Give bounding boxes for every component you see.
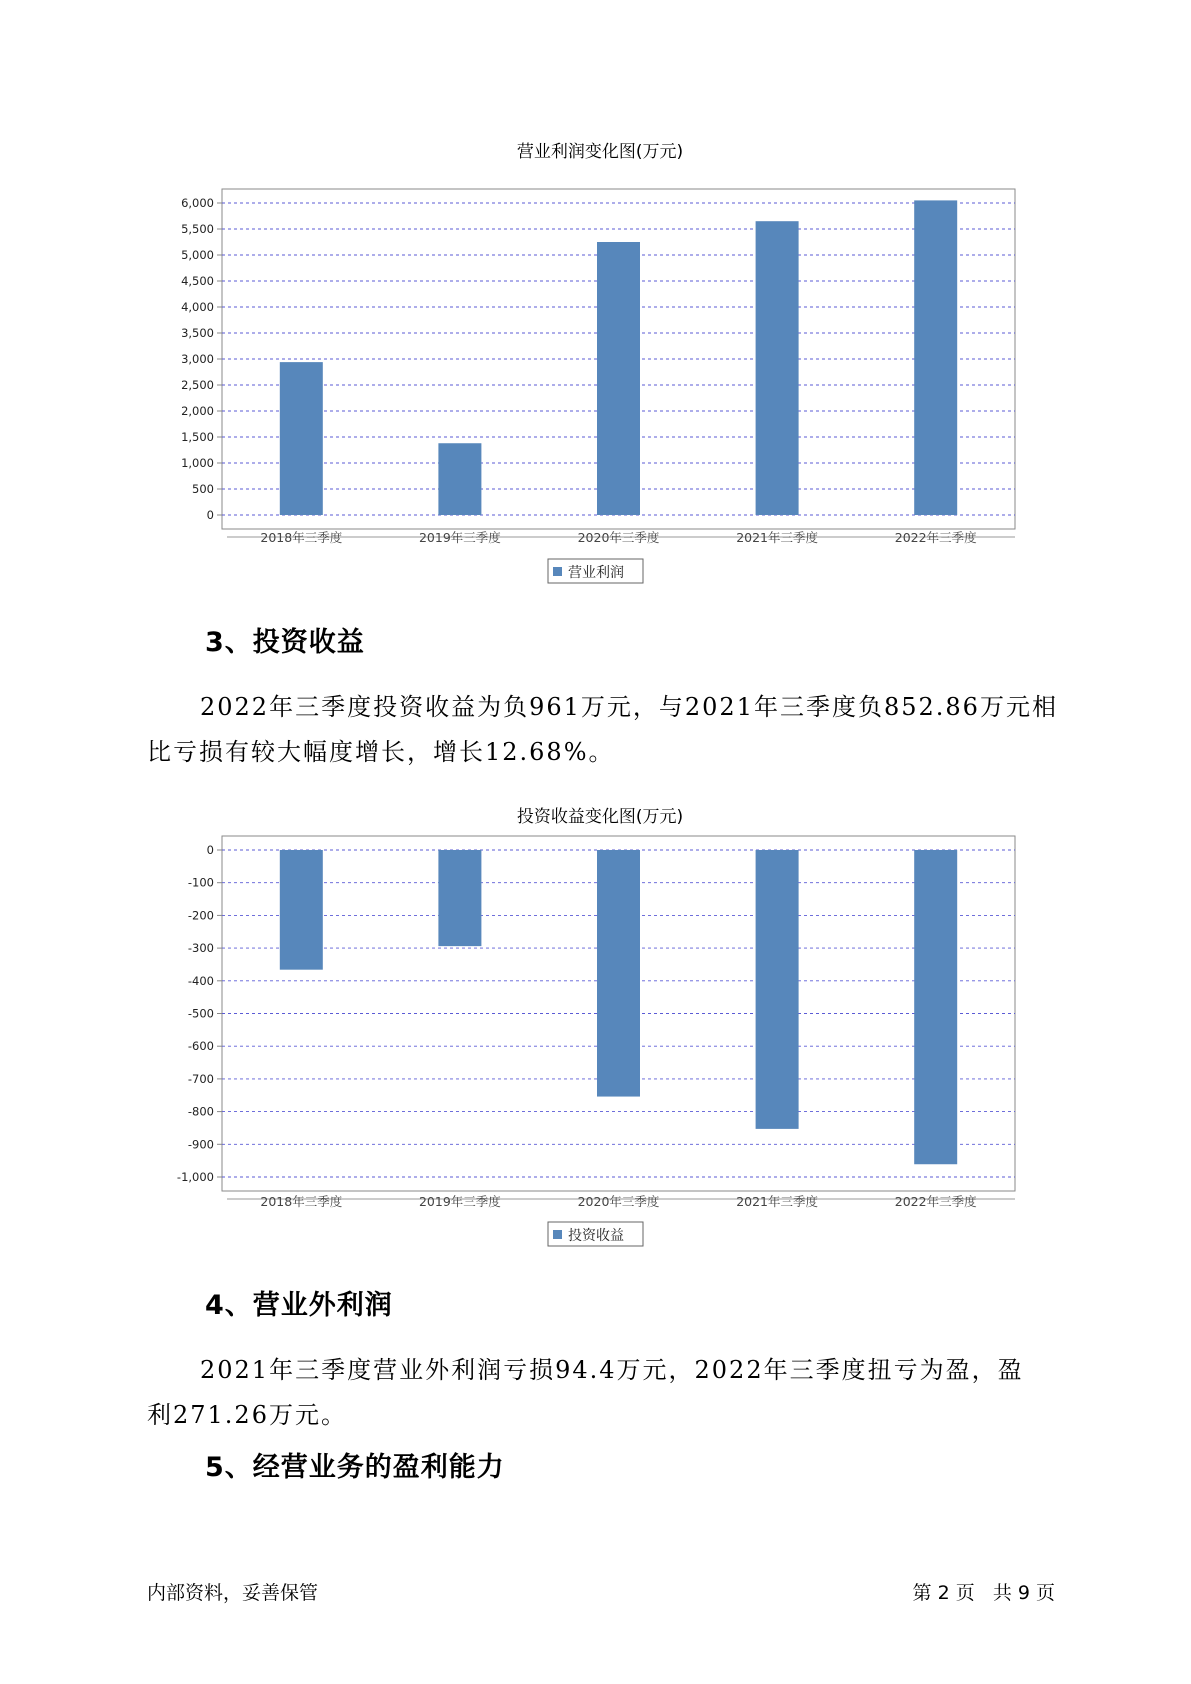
section-3-paragraph	[147, 685, 1067, 775]
bar	[280, 850, 323, 970]
y-tick-label: 3,500	[181, 326, 214, 340]
bar	[438, 443, 481, 515]
bar	[597, 850, 640, 1097]
x-tick-label: 2022年三季度	[894, 1194, 977, 1209]
legend-label: 营业利润	[568, 565, 624, 581]
bar	[914, 850, 957, 1164]
section-4-line-1: 2021年三季度营业外利润亏损94.4万元，2022年三季度扭亏为盈，盈	[200, 1356, 1024, 1384]
section-4-line-2: 利271.26万元。	[147, 1401, 347, 1429]
y-tick-label: 2,500	[181, 378, 214, 392]
y-tick-label: 500	[192, 482, 214, 496]
legend-swatch	[553, 567, 562, 576]
bar	[280, 362, 323, 515]
section-5-heading: 5、经营业务的盈利能力	[205, 1452, 505, 1483]
x-tick-label: 2020年三季度	[577, 1194, 660, 1209]
investment-income-chart	[0, 805, 1191, 1255]
section-3-heading: 3、投资收益	[205, 627, 365, 658]
legend-label: 投资收益	[568, 1228, 624, 1244]
y-tick-label: -500	[187, 1006, 214, 1021]
section-3-line-2: 比亏损有较大幅度增长，增长12.68%。	[147, 738, 615, 766]
y-tick-label: 2,000	[181, 404, 214, 418]
y-tick-label: -100	[187, 875, 214, 890]
x-tick-label: 2019年三季度	[418, 1194, 501, 1209]
y-tick-label: -300	[187, 941, 214, 956]
operating-profit-chart	[0, 140, 1191, 590]
x-tick-label: 2021年三季度	[736, 530, 819, 545]
bar	[756, 850, 799, 1129]
bar	[438, 850, 481, 946]
x-tick-label: 2022年三季度	[894, 530, 977, 545]
x-tick-label: 2018年三季度	[260, 530, 343, 545]
y-tick-label: -700	[187, 1071, 214, 1086]
x-tick-label: 2020年三季度	[577, 530, 660, 545]
y-tick-label: 4,000	[181, 300, 214, 314]
y-tick-label: 1,500	[181, 430, 214, 444]
legend-swatch	[553, 1230, 562, 1239]
legend	[548, 1222, 643, 1246]
y-tick-label: 4,500	[181, 274, 214, 288]
y-tick-label: 3,000	[181, 352, 214, 366]
bar	[914, 200, 957, 515]
y-tick-label: -200	[187, 908, 214, 923]
y-tick-label: -1,000	[176, 1170, 214, 1184]
bar	[756, 221, 799, 515]
y-tick-label: 5,500	[181, 222, 214, 236]
footer-confidential-note: 内部资料，妥善保管	[147, 1582, 319, 1604]
section-4-heading: 4、营业外利润	[205, 1290, 393, 1321]
chart-title: 营业利润变化图(万元)	[516, 142, 684, 162]
y-tick-label: -900	[187, 1137, 214, 1152]
x-tick-label: 2019年三季度	[418, 530, 501, 545]
legend	[548, 559, 643, 583]
y-tick-label: -600	[187, 1039, 214, 1054]
y-tick-label: 5,000	[181, 248, 214, 262]
section-4-paragraph	[147, 1348, 1067, 1438]
investment-income-chart-svg	[0, 805, 1191, 1255]
y-tick-label: 0	[206, 508, 214, 522]
x-tick-label: 2018年三季度	[260, 1194, 343, 1209]
footer-page-number: 第 2 页 共 9 页	[912, 1582, 1055, 1604]
y-tick-label: -800	[187, 1104, 214, 1119]
section-3-line-1: 2022年三季度投资收益为负961万元，与2021年三季度负852.86万元相	[200, 693, 1058, 721]
chart-title: 投资收益变化图(万元)	[516, 807, 684, 827]
y-tick-label: -400	[187, 973, 214, 988]
operating-profit-chart-svg	[0, 140, 1191, 590]
y-tick-label: 0	[206, 843, 214, 857]
y-tick-label: 6,000	[181, 196, 214, 210]
bar	[597, 242, 640, 515]
x-tick-label: 2021年三季度	[736, 1194, 819, 1209]
y-tick-label: 1,000	[181, 456, 214, 470]
